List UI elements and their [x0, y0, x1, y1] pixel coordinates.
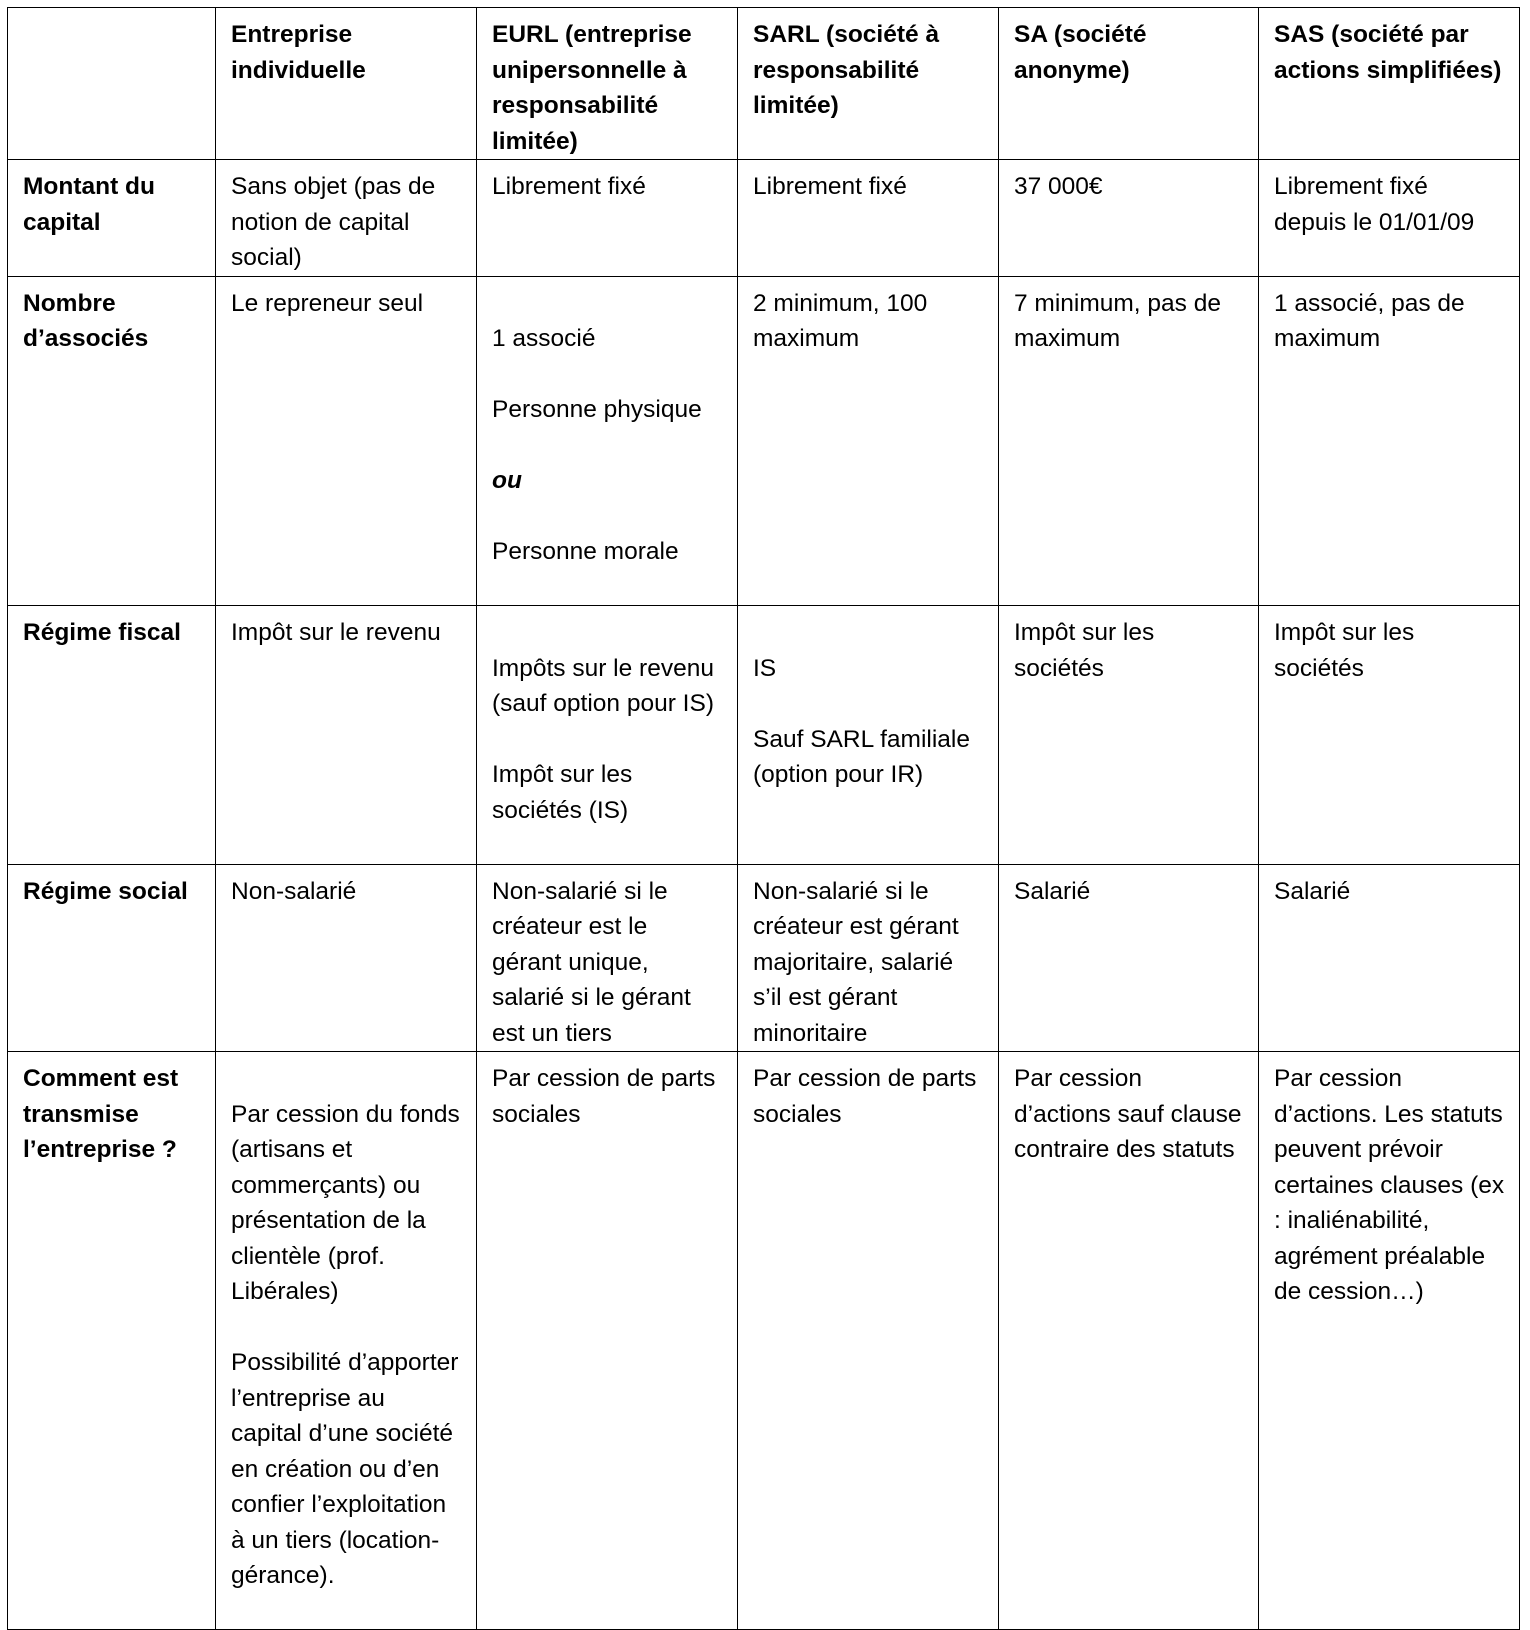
row-header-capital: Montant du capital	[8, 160, 216, 277]
eurl-associes-personne-physique: Personne physique	[492, 396, 702, 423]
eurl-fiscal-ir: Impôts sur le revenu (sauf option pour IS)	[492, 654, 714, 717]
cell-social-sarl: Non-salarié si le créateur est gérant majoritaire, salarié s’il est gérant minoritaire	[738, 864, 999, 1052]
row-capital	[8, 160, 1520, 277]
cell-capital-eurl: Librement fixé	[477, 160, 738, 277]
row-transmission	[8, 1052, 1520, 1630]
cell-social-ei: Non-salarié	[216, 864, 477, 1052]
cell-associes-sa: 7 minimum, pas de maximum	[999, 276, 1259, 606]
row-associes	[8, 276, 1520, 606]
header-row	[8, 8, 1520, 160]
row-header-associes: Nombre d’associés	[8, 276, 216, 606]
col-header-sa: SA (société anonyme)	[999, 8, 1259, 160]
cell-capital-sas: Librement fixé depuis le 01/01/09	[1259, 160, 1520, 277]
eurl-fiscal-is: Impôt sur les sociétés (IS)	[492, 761, 633, 824]
sarl-fiscal-familiale: Sauf SARL familiale (option pour IR)	[753, 725, 970, 788]
sarl-fiscal-is: IS	[753, 654, 777, 682]
cell-social-eurl: Non-salarié si le créateur est le gérant unique, salarié si le gérant est un tiers	[477, 864, 738, 1052]
cell-associes-sas: 1 associé, pas de maximum	[1259, 276, 1520, 606]
col-header-sarl: SARL (société à responsabilité limitée)	[738, 8, 999, 160]
row-header-social: Régime social	[8, 864, 216, 1052]
row-header-transmission: Comment est transmise l’entreprise ?	[8, 1052, 216, 1630]
cell-social-sa: Salarié	[999, 864, 1259, 1052]
cell-capital-sarl: Librement fixé	[738, 160, 999, 277]
cell-fiscal-sarl	[738, 606, 999, 865]
cell-fiscal-sa: Impôt sur les sociétés	[999, 606, 1259, 865]
cell-transmission-sas: Par cession d’actions. Les statuts peuvent prévoir certaines clauses (ex : inaliénabilité, agrément préalable de cession…)	[1259, 1052, 1520, 1630]
cell-transmission-eurl: Par cession de parts sociales	[477, 1052, 738, 1630]
cell-associes-ei: Le repreneur seul	[216, 276, 477, 606]
col-header-sas: SAS (société par actions simplifiées)	[1259, 8, 1520, 160]
eurl-associes-ou: ou	[492, 467, 522, 494]
eurl-associes-count: 1 associé	[492, 325, 596, 352]
cell-fiscal-ei: Impôt sur le revenu	[216, 606, 477, 865]
col-header-eurl: EURL (entreprise unipersonnelle à responsabilité limitée)	[477, 8, 738, 160]
cell-transmission-ei	[216, 1052, 477, 1630]
cell-fiscal-sas: Impôt sur les sociétés	[1259, 606, 1520, 865]
ei-transmission-apport: Possibilité d’apporter l’entreprise au capital d’une société en création ou d’en confier l’exploitation à un tiers (location-gérance).	[231, 1349, 459, 1589]
cell-capital-sa: 37 000€	[999, 160, 1259, 277]
row-social	[8, 864, 1520, 1052]
row-fiscal	[8, 606, 1520, 865]
cell-transmission-sarl: Par cession de parts sociales	[738, 1052, 999, 1630]
ei-transmission-cession: Par cession du fonds (artisans et commerçants) ou présentation de la clientèle (prof. Libérales)	[231, 1100, 460, 1305]
legal-forms-comparison-table	[7, 7, 1520, 1630]
cell-fiscal-eurl	[477, 606, 738, 865]
cell-social-sas: Salarié	[1259, 864, 1520, 1052]
col-header-entreprise-individuelle: Entreprise individuelle	[216, 8, 477, 160]
cell-associes-eurl	[477, 276, 738, 606]
eurl-associes-personne-morale: Personne morale	[492, 538, 679, 565]
cell-capital-ei: Sans objet (pas de notion de capital social)	[216, 160, 477, 277]
cell-transmission-sa: Par cession d’actions sauf clause contraire des statuts	[999, 1052, 1259, 1630]
cell-associes-sarl: 2 minimum, 100 maximum	[738, 276, 999, 606]
corner-cell	[8, 8, 216, 160]
row-header-fiscal: Régime fiscal	[8, 606, 216, 865]
